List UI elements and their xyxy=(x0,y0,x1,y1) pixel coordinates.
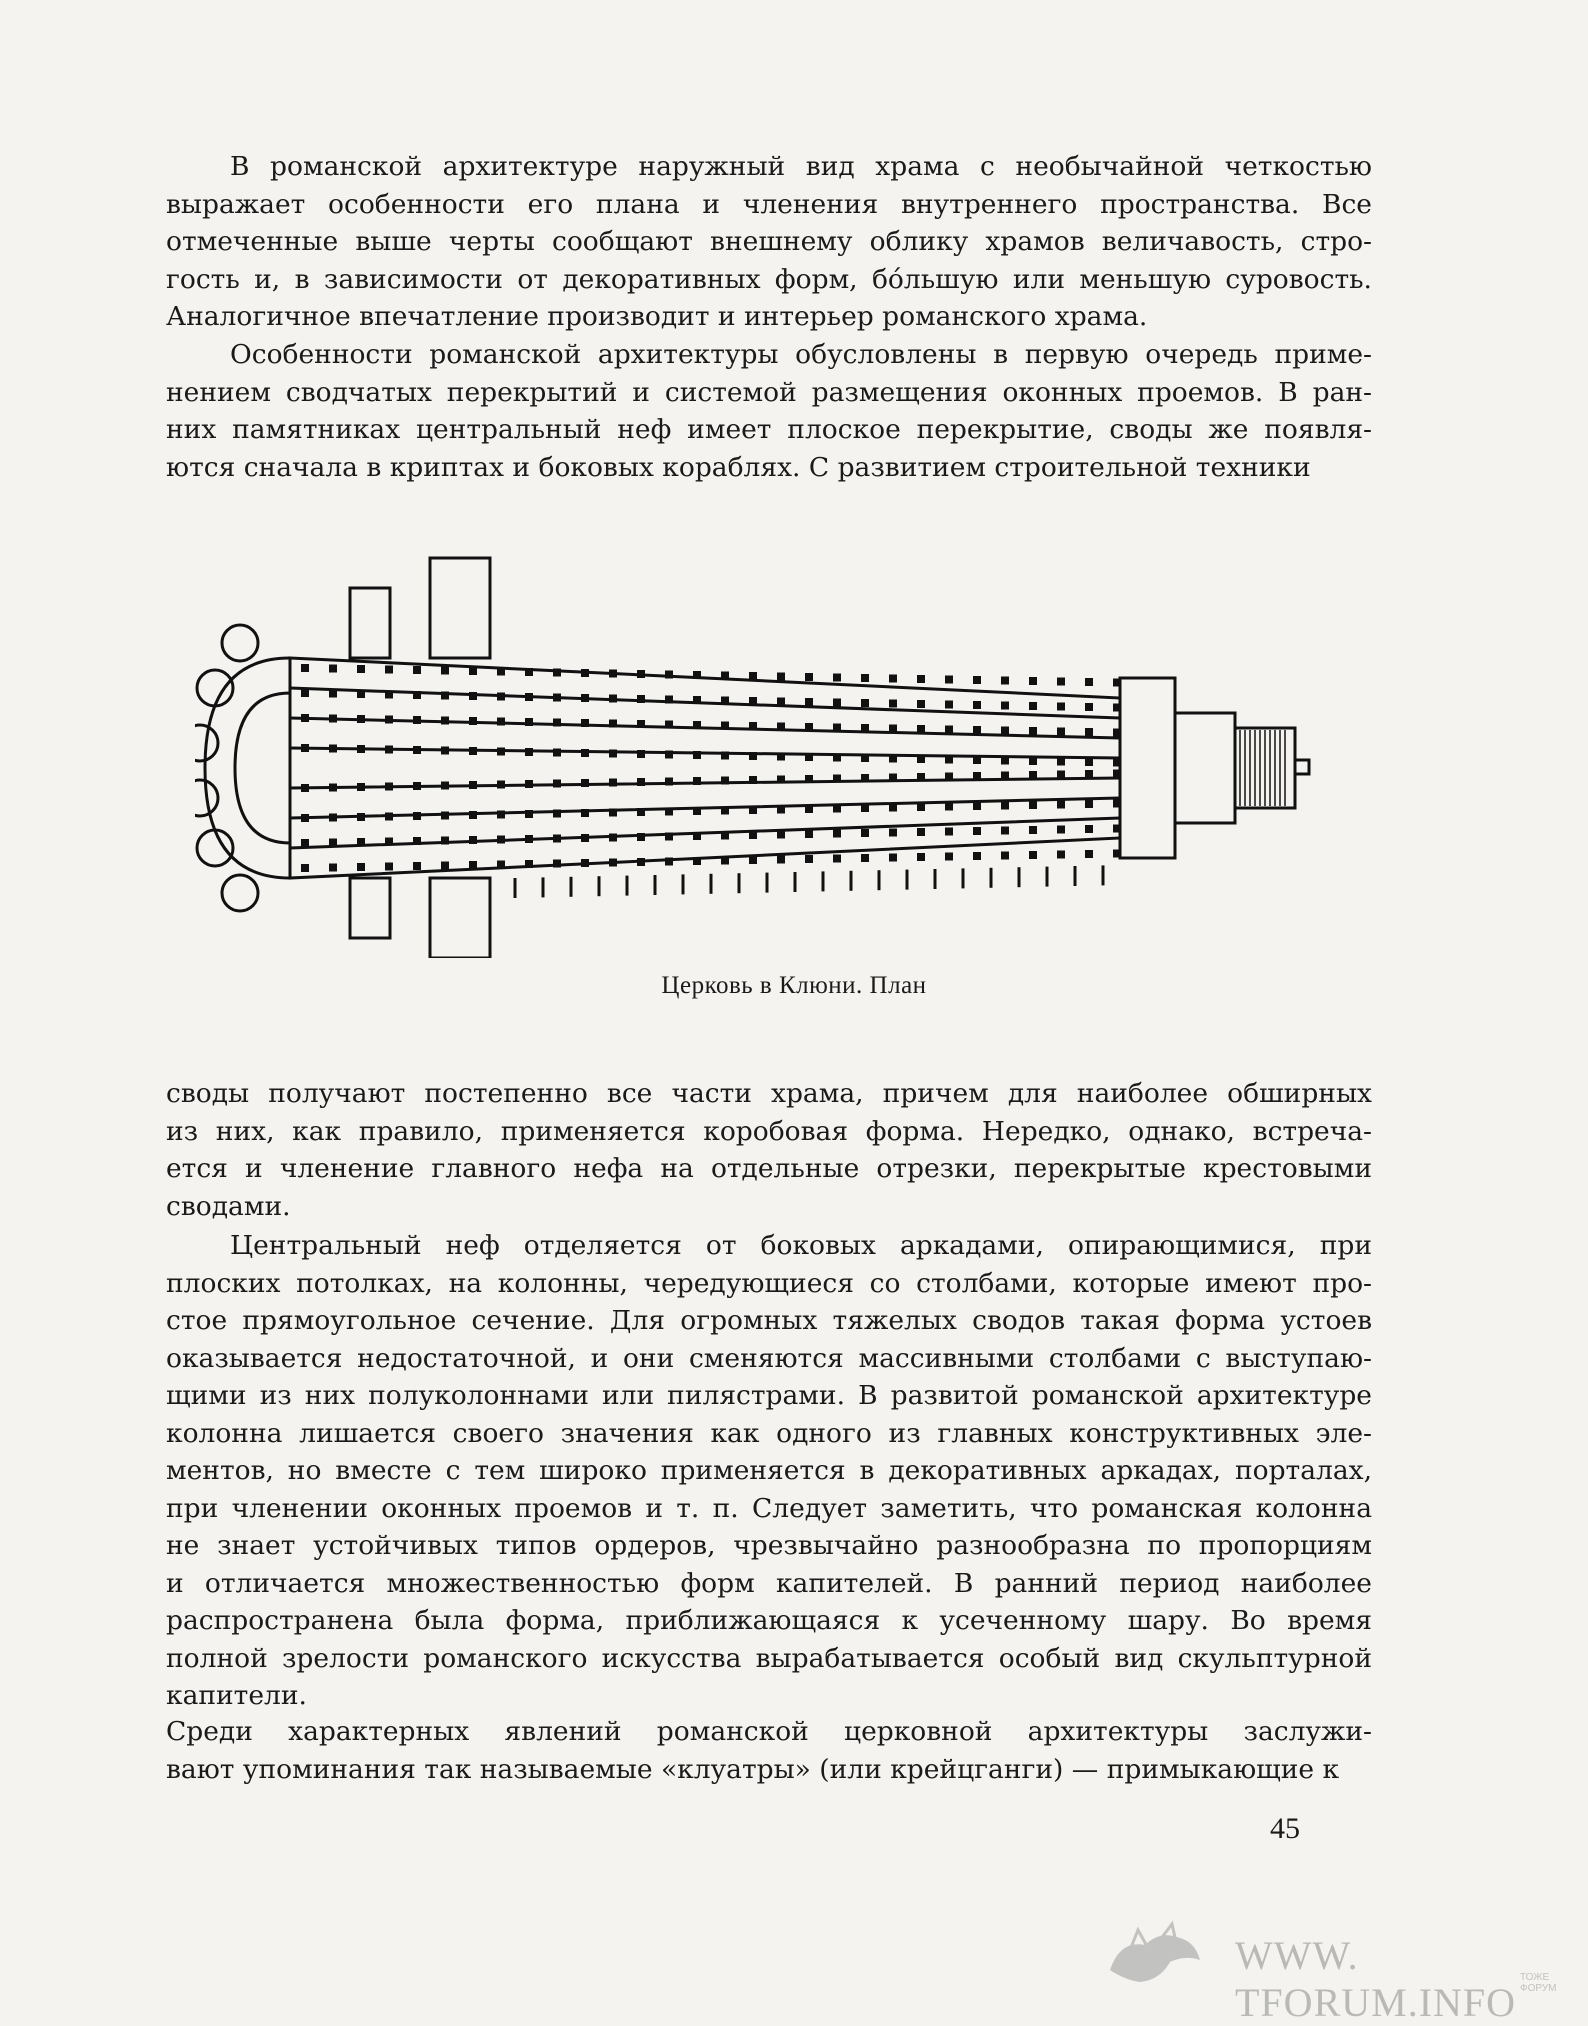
text-line: из них, как правило, применяется коробовая форма. Нередко, однако, встреча- xyxy=(166,1115,1372,1147)
text-line: Аналогичное впечатление производит и интерьер романского храма. xyxy=(166,301,1148,332)
text-line: отмеченные выше черты сообщают внешнему облику храмов величавость, стро- xyxy=(166,226,1372,257)
text-line: гость и, в зависимости от декоративных форм, бо́льшую или меньшую суровость. xyxy=(166,263,1372,295)
paragraph-1 xyxy=(166,148,1372,336)
text-line: ются сначала в криптах и боковых кораблях. С развитием строительной техники xyxy=(166,451,1311,483)
text-line: сводами. xyxy=(166,1190,291,1222)
paragraph-3 xyxy=(166,1075,1372,1225)
text-line: капители. xyxy=(166,1680,307,1711)
text-line: ется и членение главного нефа на отдельные отрезки, перекрытые крестовыми xyxy=(166,1153,1372,1184)
text-line: вают упоминания так называемые «клуатры» (или крейцганги) — примыкающие к xyxy=(166,1753,1340,1785)
text-line: полной зрелости романского искусства вырабатывается особый вид скульптурной xyxy=(166,1642,1372,1674)
text-line: стое прямоугольное сечение. Для огромных тяжелых сводов такая форма устоев xyxy=(166,1305,1372,1336)
text-line: Среди характерных явлений романской церковной архитектуры заслужи- xyxy=(166,1716,1372,1747)
paragraph-4 xyxy=(166,1227,1372,1715)
figure-caption: Церковь в Клюни. План xyxy=(661,972,927,999)
text-line: оказывается недостаточной, и они сменяются массивными столбами с выступаю- xyxy=(166,1342,1372,1374)
text-line: них памятниках центральный неф имеет плоское перекрытие, своды же появля- xyxy=(166,414,1372,445)
paragraph-2 xyxy=(166,336,1372,486)
griffin-logo-icon xyxy=(1100,1920,1210,1990)
watermark-url: WWW. TFORUM.INFO xyxy=(1235,1933,1517,2025)
text-line: не знает устойчивых типов ордеров, чрезвычайно разнообразна по пропорциям xyxy=(166,1530,1372,1561)
text-line: Центральный неф отделяется от боковых аркадами, опирающимися, при xyxy=(230,1230,1372,1261)
text-line: выражает особенности его плана и членения внутреннего пространства. Все xyxy=(166,188,1372,220)
text-line: В романской архитектуре наружный вид храма с необычайной четкостью xyxy=(230,151,1372,182)
paragraph-5 xyxy=(166,1713,1372,1788)
text-line: распространена была форма, приближающаяся к усеченному шару. Во время xyxy=(166,1605,1372,1636)
text-line: ментов, но вместе с тем широко применяется в декоративных аркадах, порталах, xyxy=(166,1455,1372,1486)
text-line: при членении оконных проемов и т. п. Следует заметить, что романская колонна xyxy=(166,1492,1372,1524)
cluny-church-floor-plan xyxy=(195,548,1315,958)
page-number: 45 xyxy=(1270,1812,1300,1845)
text-line: своды получают постепенно все части храма, причем для наиболее обширных xyxy=(166,1078,1372,1109)
text-line: щими из них полуколоннами или пилястрами. В развитой романской архитектуре xyxy=(166,1380,1372,1411)
text-line: Особенности романской архитектуры обусловлены в первую очередь приме- xyxy=(230,339,1372,370)
text-line: плоских потолках, на колонны, чередующиеся со столбами, которые имеют про- xyxy=(166,1267,1372,1299)
text-line: колонна лишается своего значения как одного из главных конструктивных эле- xyxy=(166,1417,1372,1449)
text-line: нением сводчатых перекрытий и системой размещения оконных проемов. В ран- xyxy=(166,376,1372,408)
watermark-subtitle: ТОЖЕ ФОРУМ xyxy=(1520,1972,1557,1994)
text-line: и отличается множественностью форм капителей. В ранний период наиболее xyxy=(166,1567,1372,1599)
watermark xyxy=(1100,1920,1570,2025)
